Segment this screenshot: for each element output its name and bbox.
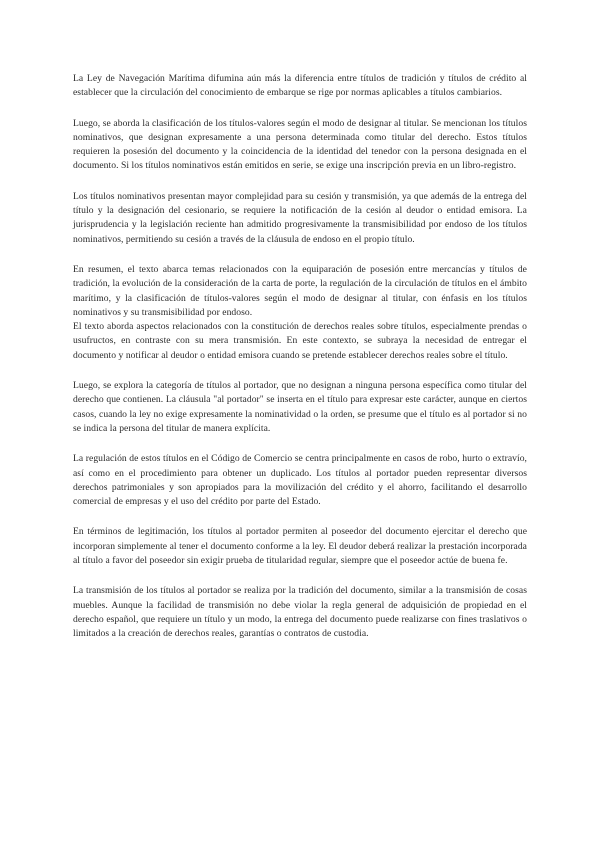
- document-body: [73, 72, 527, 658]
- paragraph-7: La regulación de estos títulos en el Código de Comercio se centra principalmente en casos de robo, hurto o extravío, así como en el procedimiento para obtener un duplicado. Los títulos al portador pueden representar diversos derechos patrimoniales y son apropiados para la movilización del crédito y el ahorro, facilitando el desarrollo comercial de empresas y el uso del crédito por parte del Estado.: [73, 453, 527, 508]
- paragraph-5: El texto aborda aspectos relacionados con la constitución de derechos reales sobre títulos, especialmente prendas o usufructos, en contraste con su mera transmisión. En este contexto, se subraya la necesidad de entregar el documento y notificar al deudor o entidad emisora cuando se pretende establecer derechos reales sobre el título.: [73, 321, 527, 361]
- paragraph-4: En resumen, el texto abarca temas relacionados con la equiparación de posesión entre mercancías y títulos de tradición, la evolución de la consideración de la carta de porte, la regulación de la circulación de títulos en el ámbito marítimo, y la clasificación de títulos-valores según el modo de designar al titular, con énfasis en los títulos nominativos y su transmisibilidad por endoso.: [73, 263, 527, 318]
- paragraph-6: Luego, se explora la categoría de títulos al portador, que no designan a ninguna persona específica como titular del derecho que contienen. La cláusula "al portador" se inserta en el título para expresar este carácter, aunque en ciertos casos, cuando la ley no exige expresamente la nominatividad o la orden, se presume que el título es al portador si no se indica la persona del titular de manera explícita.: [73, 380, 527, 434]
- paragraph-3: Los títulos nominativos presentan mayor complejidad para su cesión y transmisión, ya que además de la entrega del título y la designación del cesionario, se requiere la notificación de la cesión al deudor o entidad emisora. La jurisprudencia y la legislación reciente han admitido progresivamente la transmisibilidad por endoso de los títulos nominativos, permitiendo su cesión a través de la cláusula de endoso en el propio título.: [73, 190, 527, 245]
- paragraph-1: La Ley de Navegación Marítima difumina aún más la diferencia entre títulos de tradición y títulos de crédito al establecer que la circulación del conocimiento de embarque se rige por normas aplicables a títulos cambiarios.: [73, 73, 527, 99]
- paragraph-9: La transmisión de los títulos al portador se realiza por la tradición del documento, similar a la transmisión de cosas muebles. Aunque la facilidad de transmisión no debe violar la regla general de adquisición de propiedad en el derecho español, que requiere un título y un modo, la entrega del documento puede realizarse con fines traslativos o limitados a la creación de derechos reales, garantías o contratos de custodia.: [73, 585, 527, 640]
- paragraph-2: Luego, se aborda la clasificación de los títulos-valores según el modo de designar al titular. Se mencionan los títulos nominativos, que designan expresamente a una persona determinada como titular del derecho. Estos títulos requieren la posesión del documento y la coincidencia de la identidad del tenedor con la persona designada en el documento. Si los títulos nominativos están emitidos en serie, se exige una inscripción previa en un libro-registro.: [73, 117, 527, 172]
- paragraph-8: En términos de legitimación, los títulos al portador permiten al poseedor del documento ejercitar el derecho que incorporan simplemente al tener el documento conforme a la ley. El deudor deberá realizar la prestación incorporada al título a favor del poseedor sin exigir prueba de titularidad regular, siempre que el poseedor actúe de buena fe.: [73, 526, 527, 567]
